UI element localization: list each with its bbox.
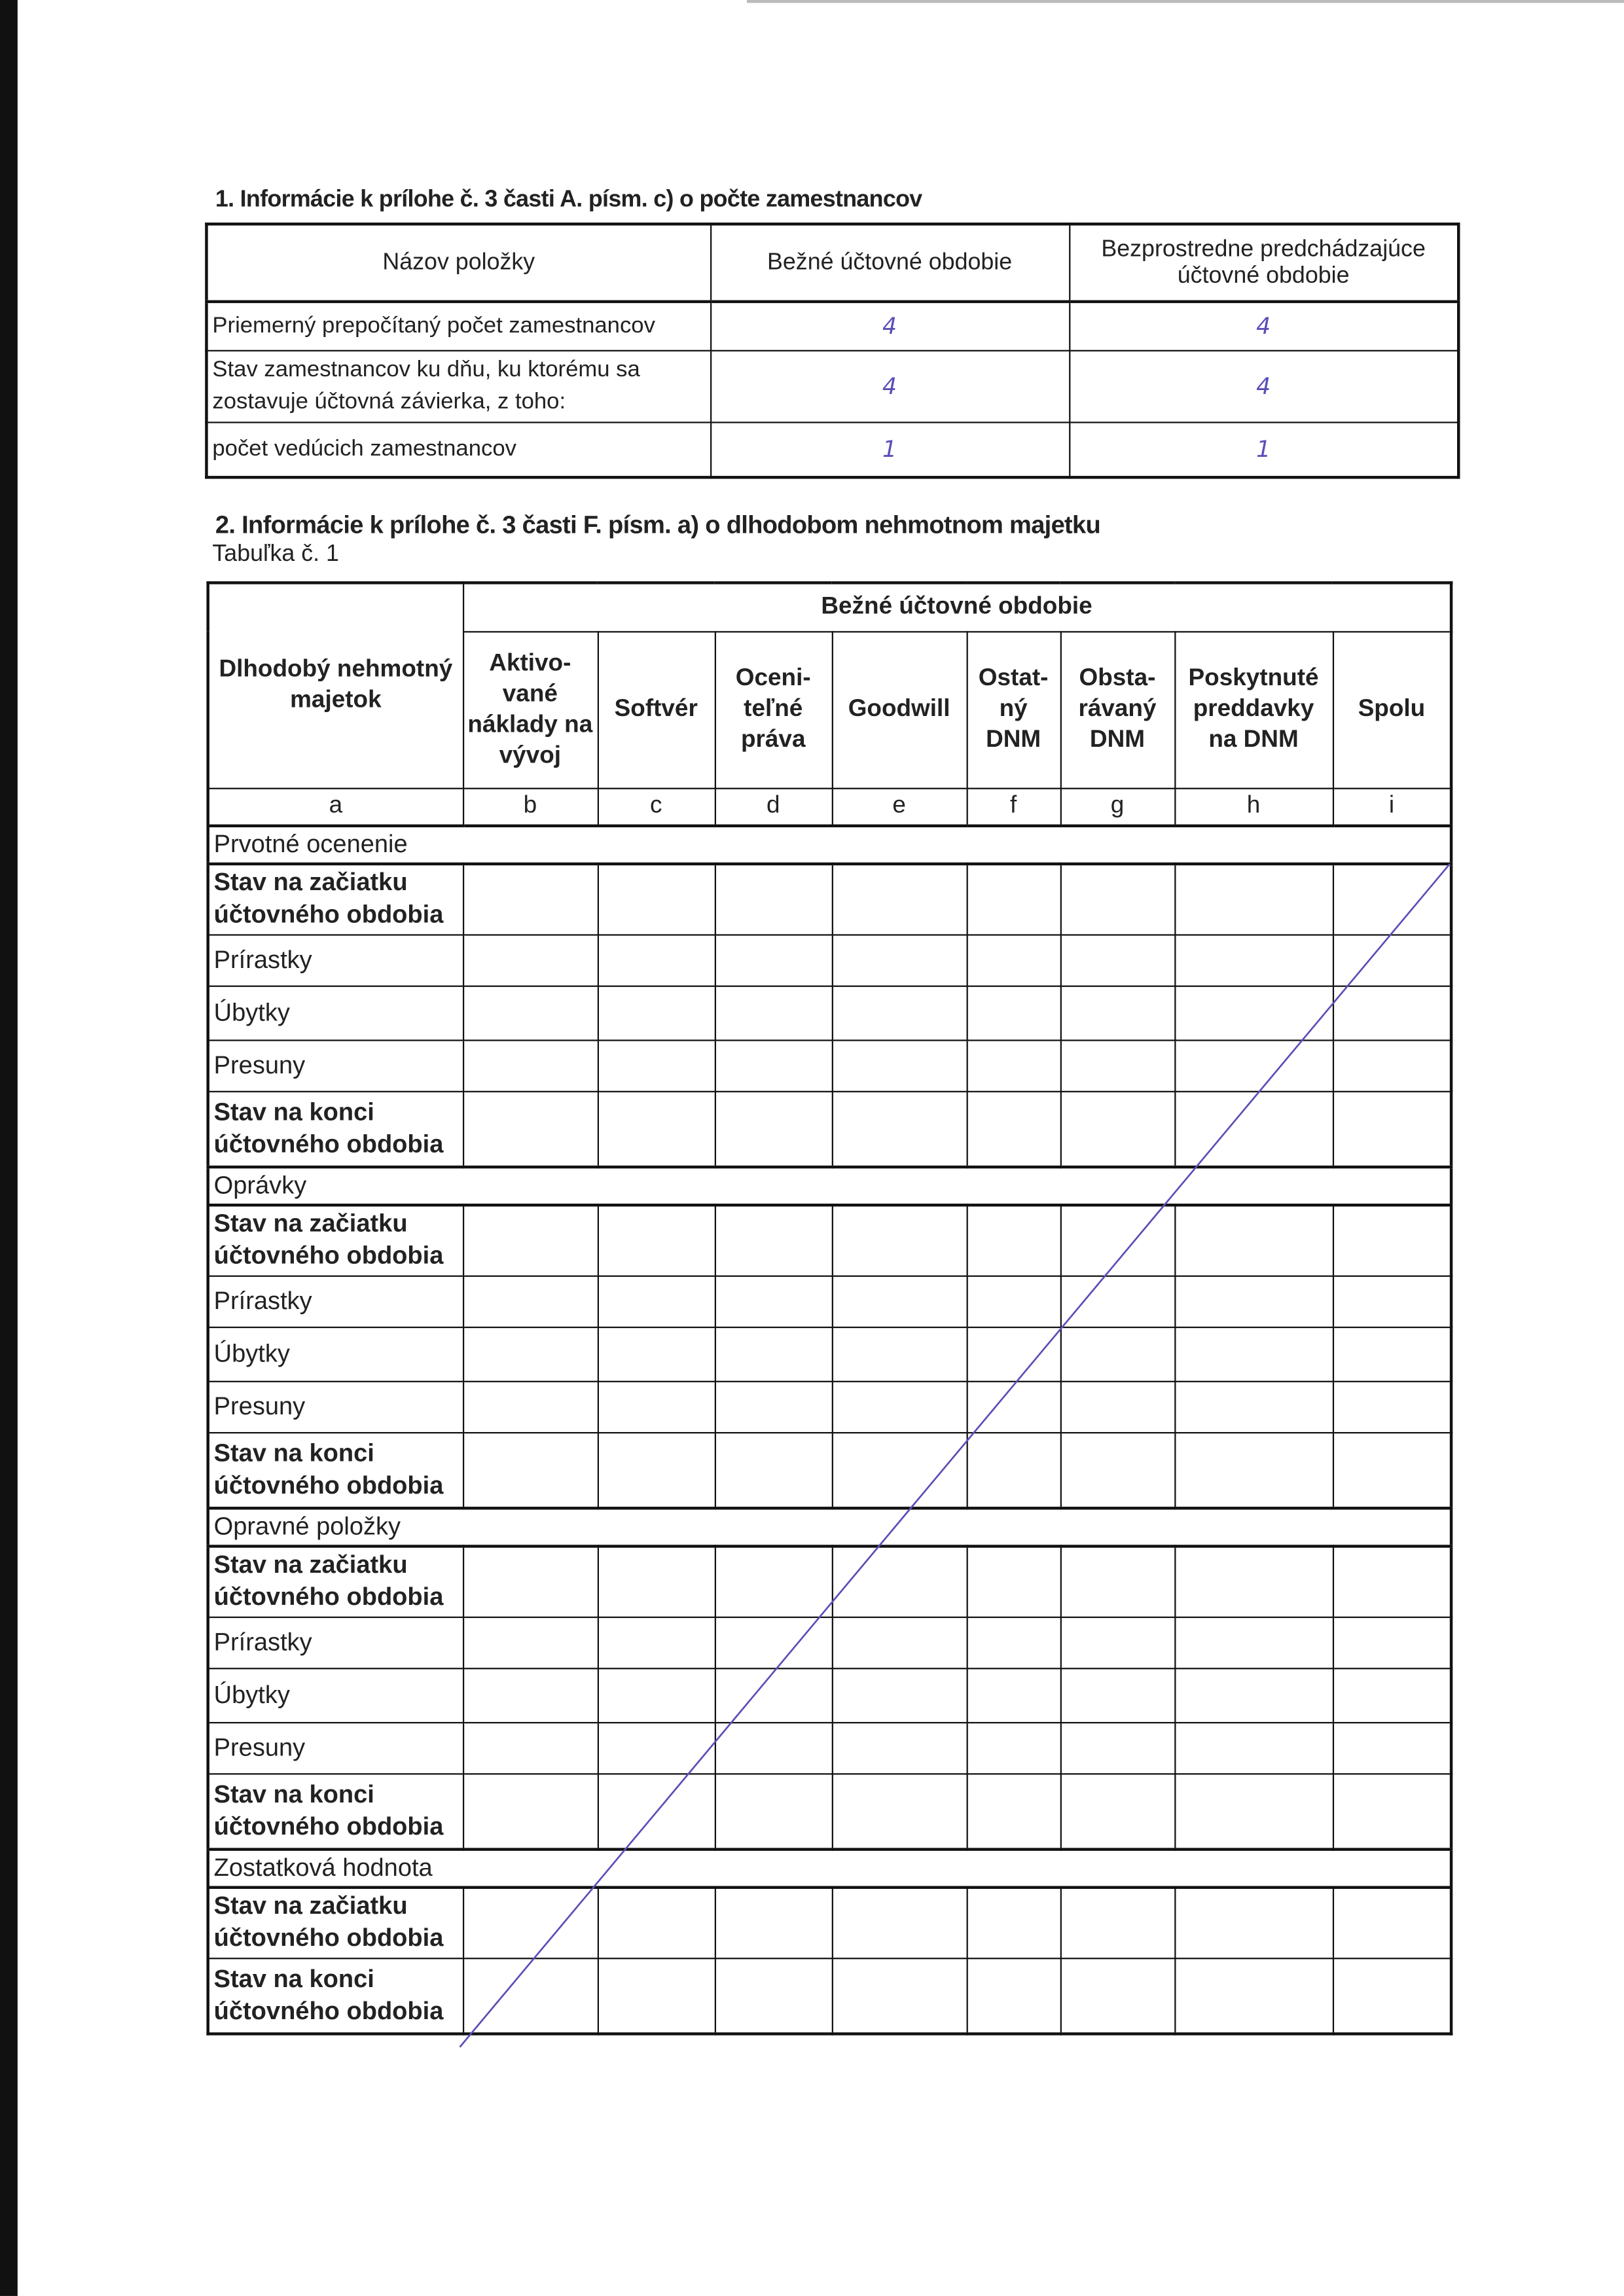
- column-letter: f: [967, 788, 1060, 825]
- value-cell: [1174, 1433, 1333, 1507]
- section2-title: 2. Informácie k prílohe č. 3 časti F. písm. a) o dlhodobom nehmotnom majetku: [215, 511, 1101, 539]
- value-cell: [463, 1774, 598, 1848]
- value-cell: [1174, 1774, 1333, 1848]
- value-cell: [715, 1723, 832, 1774]
- section-label: Prvotné ocenenie: [208, 825, 1452, 863]
- section-label: Zostatková hodnota: [208, 1848, 1452, 1886]
- value-cell: [1060, 1958, 1175, 2033]
- value-cell: [1174, 986, 1333, 1041]
- value-cell: [1174, 1545, 1333, 1617]
- employees-table: [205, 223, 1460, 478]
- row-label: Úbytky: [208, 1668, 463, 1723]
- column-header: Spolu: [1333, 631, 1451, 787]
- column-letter: a: [208, 788, 463, 825]
- value-cell: [715, 1204, 832, 1276]
- value-cell: [715, 1668, 832, 1723]
- column-header: Obsta-rávaný DNM: [1060, 631, 1175, 787]
- row-label: Presuny: [208, 1382, 463, 1433]
- value-cell: [832, 1382, 967, 1433]
- table-row: [208, 1668, 1452, 1723]
- value-cell: [1333, 1887, 1451, 1959]
- value-cell: [463, 1887, 598, 1959]
- section-label: Opravné položky: [208, 1507, 1452, 1545]
- value-cell: [967, 1041, 1060, 1092]
- section-row: [208, 1507, 1452, 1545]
- value-cell: [1060, 1204, 1175, 1276]
- value-cell: [463, 1617, 598, 1668]
- table-row: [208, 1774, 1452, 1848]
- value-cell: [598, 1276, 715, 1327]
- value-cell: [1174, 1276, 1333, 1327]
- value-cell: [1174, 935, 1333, 986]
- value-cell: [598, 1092, 715, 1166]
- value-cell: [598, 863, 715, 935]
- value-cell: [598, 1204, 715, 1276]
- value-cell: [1333, 1041, 1451, 1092]
- value-cell: [1060, 863, 1175, 935]
- value-cell: [715, 1958, 832, 2033]
- value-cell: [1174, 1204, 1333, 1276]
- value-cell: [967, 1327, 1060, 1382]
- value-cell: [463, 1327, 598, 1382]
- value-cell: [598, 1041, 715, 1092]
- value-cell: [1174, 1887, 1333, 1959]
- value-cell: [832, 1276, 967, 1327]
- value-cell: [463, 1041, 598, 1092]
- column-letter: e: [832, 788, 967, 825]
- value-cell: [967, 935, 1060, 986]
- value-cell: [598, 1958, 715, 2033]
- value-cell: [598, 1887, 715, 1959]
- intangible-assets-table: [206, 581, 1453, 2034]
- value-cell: [1174, 1382, 1333, 1433]
- value-cell: [832, 863, 967, 935]
- value-cell: [832, 935, 967, 986]
- value-cell: [1333, 1204, 1451, 1276]
- value-cell: [715, 1887, 832, 1959]
- table-row: [208, 1723, 1452, 1774]
- value-cell: [832, 1958, 967, 2033]
- row-label: Stav na konci účtovného obdobia: [208, 1958, 463, 2033]
- handwritten-value: 1: [710, 422, 1069, 476]
- value-cell: [832, 1617, 967, 1668]
- value-cell: [715, 1092, 832, 1166]
- row-label: Prírastky: [208, 1617, 463, 1668]
- column-letter: c: [598, 788, 715, 825]
- column-letter: i: [1333, 788, 1451, 825]
- value-cell: [832, 1668, 967, 1723]
- value-cell: [1060, 1668, 1175, 1723]
- value-cell: [598, 1433, 715, 1507]
- row-label: Stav na konci účtovného obdobia: [208, 1433, 463, 1507]
- value-cell: [598, 1668, 715, 1723]
- value-cell: [1060, 1723, 1175, 1774]
- value-cell: [463, 1545, 598, 1617]
- row-label: Prírastky: [208, 1276, 463, 1327]
- value-cell: [715, 935, 832, 986]
- section-label: Oprávky: [208, 1166, 1452, 1204]
- value-cell: [1333, 1723, 1451, 1774]
- value-cell: [715, 863, 832, 935]
- value-cell: [598, 1617, 715, 1668]
- value-cell: [832, 1433, 967, 1507]
- value-cell: [598, 1545, 715, 1617]
- value-cell: [463, 1958, 598, 2033]
- value-cell: [967, 863, 1060, 935]
- value-cell: [1060, 1433, 1175, 1507]
- table-row: [208, 1382, 1452, 1433]
- value-cell: [1174, 863, 1333, 935]
- value-cell: [1333, 863, 1451, 935]
- table-row: [208, 1204, 1452, 1276]
- value-cell: [1333, 1382, 1451, 1433]
- value-cell: [1333, 1327, 1451, 1382]
- row-label: Presuny: [208, 1041, 463, 1092]
- value-cell: [598, 1327, 715, 1382]
- section1-title: 1. Informácie k prílohe č. 3 časti A. písm. c) o počte zamestnancov: [215, 187, 922, 213]
- scan-line: [747, 0, 1624, 3]
- value-cell: [967, 1382, 1060, 1433]
- handwritten-value: 4: [1069, 351, 1458, 423]
- value-cell: [967, 1723, 1060, 1774]
- table-row: [208, 1887, 1452, 1959]
- value-cell: [463, 1668, 598, 1723]
- value-cell: [967, 1774, 1060, 1848]
- column-header: Goodwill: [832, 631, 967, 787]
- table-row: [208, 935, 1452, 986]
- value-cell: [1060, 1276, 1175, 1327]
- value-cell: [1174, 1668, 1333, 1723]
- value-cell: [463, 863, 598, 935]
- value-cell: [832, 1723, 967, 1774]
- handwritten-value: 4: [710, 302, 1069, 351]
- value-cell: [967, 1433, 1060, 1507]
- handwritten-value: 4: [1069, 302, 1458, 351]
- value-cell: [1060, 1041, 1175, 1092]
- value-cell: [1060, 1327, 1175, 1382]
- table-row: [208, 1276, 1452, 1327]
- value-cell: [463, 1092, 598, 1166]
- value-cell: [1060, 1092, 1175, 1166]
- value-cell: [967, 1668, 1060, 1723]
- value-cell: [463, 1276, 598, 1327]
- value-cell: [1333, 1617, 1451, 1668]
- row-label: Stav zamestnancov ku dňu, ku ktorému sa zostavuje účtovná závierka, z toho:: [206, 351, 710, 423]
- value-cell: [598, 1723, 715, 1774]
- section-row: [208, 825, 1452, 863]
- value-cell: [1174, 1617, 1333, 1668]
- column-letter: d: [715, 788, 832, 825]
- value-cell: [715, 1276, 832, 1327]
- value-cell: [967, 1276, 1060, 1327]
- value-cell: [832, 986, 967, 1041]
- value-cell: [832, 1204, 967, 1276]
- table-row: [208, 986, 1452, 1041]
- value-cell: [715, 1433, 832, 1507]
- value-cell: [715, 1774, 832, 1848]
- table-row: [208, 1092, 1452, 1166]
- table-row: [208, 1327, 1452, 1382]
- row-label: Úbytky: [208, 1327, 463, 1382]
- table-row: [208, 1958, 1452, 2033]
- value-cell: [463, 935, 598, 986]
- row-label: Stav na začiatku účtovného obdobia: [208, 1545, 463, 1617]
- value-cell: [1060, 986, 1175, 1041]
- table-caption: Tabuľka č. 1: [212, 541, 339, 567]
- table-row: [208, 1545, 1452, 1617]
- value-cell: [967, 1617, 1060, 1668]
- table-row: [206, 302, 1458, 351]
- handwritten-value: 1: [1069, 422, 1458, 476]
- column-letter: g: [1060, 788, 1175, 825]
- row-label: Prírastky: [208, 935, 463, 986]
- header-asset: Dlhodobý nehmotný majetok: [208, 583, 463, 787]
- header-item-name: Názov položky: [206, 224, 710, 302]
- value-cell: [1333, 1958, 1451, 2033]
- value-cell: [832, 1327, 967, 1382]
- value-cell: [967, 1545, 1060, 1617]
- value-cell: [715, 1041, 832, 1092]
- value-cell: [1174, 1327, 1333, 1382]
- value-cell: [967, 1958, 1060, 2033]
- value-cell: [1333, 1774, 1451, 1848]
- column-header: Ostat-ný DNM: [967, 631, 1060, 787]
- header-previous-period: Bezprostredne predchádzajúce účtovné obdobie: [1069, 224, 1458, 302]
- header-current-period: Bežné účtovné obdobie: [463, 583, 1451, 631]
- value-cell: [1060, 1617, 1175, 1668]
- value-cell: [715, 986, 832, 1041]
- value-cell: [967, 1887, 1060, 1959]
- row-label: Presuny: [208, 1723, 463, 1774]
- value-cell: [967, 986, 1060, 1041]
- row-label: Úbytky: [208, 986, 463, 1041]
- value-cell: [1060, 1887, 1175, 1959]
- column-header: Oceni-teľné práva: [715, 631, 832, 787]
- value-cell: [715, 1327, 832, 1382]
- table-row: [208, 1617, 1452, 1668]
- value-cell: [598, 1774, 715, 1848]
- value-cell: [463, 986, 598, 1041]
- value-cell: [598, 986, 715, 1041]
- value-cell: [1174, 1092, 1333, 1166]
- column-header: Poskytnuté preddavky na DNM: [1174, 631, 1333, 787]
- value-cell: [967, 1204, 1060, 1276]
- value-cell: [1333, 1545, 1451, 1617]
- value-cell: [832, 1092, 967, 1166]
- column-letter: b: [463, 788, 598, 825]
- value-cell: [832, 1774, 967, 1848]
- section-row: [208, 1848, 1452, 1886]
- row-label: Stav na začiatku účtovného obdobia: [208, 1204, 463, 1276]
- section-row: [208, 1166, 1452, 1204]
- value-cell: [463, 1433, 598, 1507]
- column-header: Softvér: [598, 631, 715, 787]
- value-cell: [967, 1092, 1060, 1166]
- row-label: Stav na začiatku účtovného obdobia: [208, 1887, 463, 1959]
- table-row: [208, 1433, 1452, 1507]
- table-row: [208, 1041, 1452, 1092]
- table-row: [206, 422, 1458, 476]
- value-cell: [463, 1723, 598, 1774]
- value-cell: [1174, 1723, 1333, 1774]
- row-label: Stav na začiatku účtovného obdobia: [208, 863, 463, 935]
- value-cell: [1333, 935, 1451, 986]
- value-cell: [1174, 1958, 1333, 2033]
- table-row: [208, 863, 1452, 935]
- value-cell: [715, 1617, 832, 1668]
- value-cell: [1333, 1433, 1451, 1507]
- value-cell: [463, 1382, 598, 1433]
- column-header: Aktivo-vané náklady na vývoj: [463, 631, 598, 787]
- column-letter: h: [1174, 788, 1333, 825]
- value-cell: [598, 1382, 715, 1433]
- value-cell: [1060, 935, 1175, 986]
- value-cell: [1060, 1774, 1175, 1848]
- row-label: počet vedúcich zamestnancov: [206, 422, 710, 476]
- row-label: Priemerný prepočítaný počet zamestnancov: [206, 302, 710, 351]
- table-row: [206, 351, 1458, 423]
- value-cell: [598, 935, 715, 986]
- scan-edge: [0, 0, 18, 2296]
- value-cell: [1333, 1092, 1451, 1166]
- value-cell: [715, 1545, 832, 1617]
- value-cell: [463, 1204, 598, 1276]
- value-cell: [1174, 1041, 1333, 1092]
- value-cell: [832, 1041, 967, 1092]
- value-cell: [832, 1545, 967, 1617]
- header-current-period: Bežné účtovné obdobie: [710, 224, 1069, 302]
- value-cell: [832, 1887, 967, 1959]
- row-label: Stav na konci účtovného obdobia: [208, 1774, 463, 1848]
- value-cell: [1333, 986, 1451, 1041]
- handwritten-value: 4: [710, 351, 1069, 423]
- row-label: Stav na konci účtovného obdobia: [208, 1092, 463, 1166]
- value-cell: [1333, 1668, 1451, 1723]
- value-cell: [715, 1382, 832, 1433]
- value-cell: [1333, 1276, 1451, 1327]
- value-cell: [1060, 1545, 1175, 1617]
- value-cell: [1060, 1382, 1175, 1433]
